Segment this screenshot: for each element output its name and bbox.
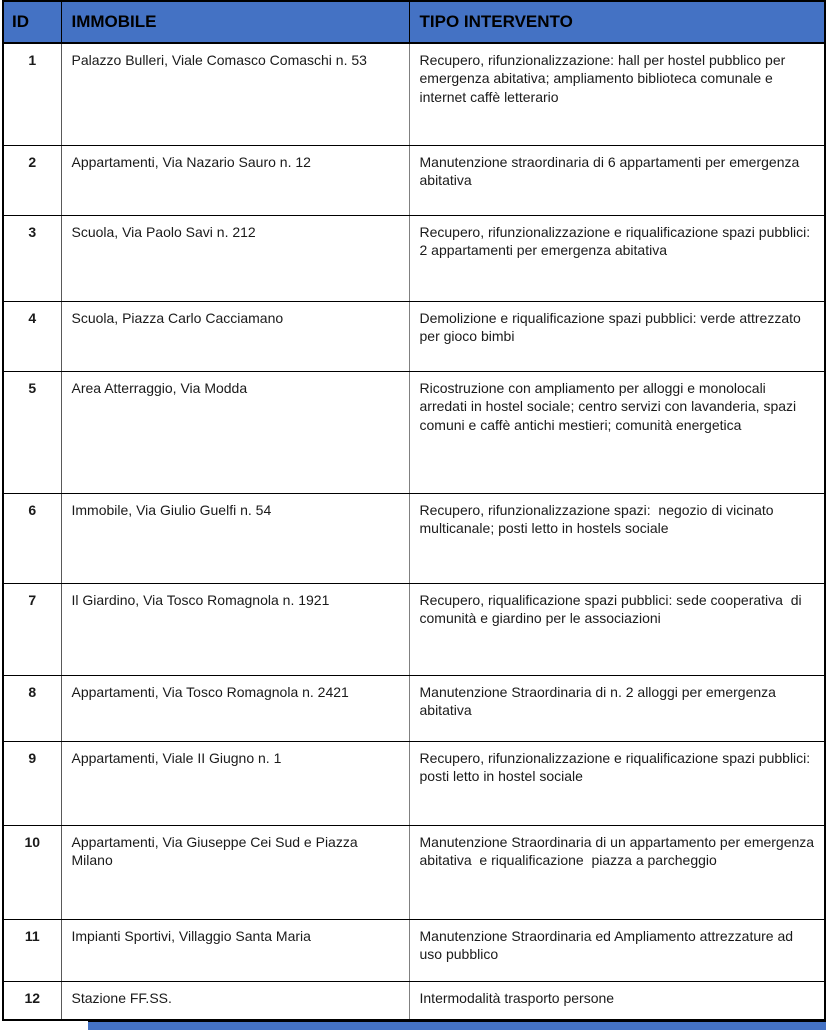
- immobile-cell: Appartamenti, Via Giuseppe Cei Sud e Piazza Milano: [61, 826, 409, 920]
- table-row: [3, 302, 825, 372]
- id-cell: 11: [3, 920, 61, 982]
- table-row: [3, 676, 825, 742]
- tipo-cell: Manutenzione straordinaria di 6 appartamenti per emergenza abitativa: [409, 146, 825, 216]
- id-cell: 10: [3, 826, 61, 920]
- id-cell: 12: [3, 982, 61, 1021]
- tipo-cell: Recupero, rifunzionalizzazione e riqualificazione spazi pubblici: posti letto in hostel sociale: [409, 742, 825, 826]
- page-bottom-area: [0, 1021, 826, 1030]
- header-row: [3, 1, 825, 43]
- id-cell: 3: [3, 216, 61, 302]
- tipo-cell: Manutenzione Straordinaria di n. 2 alloggi per emergenza abitativa: [409, 676, 825, 742]
- immobile-cell: Impianti Sportivi, Villaggio Santa Maria: [61, 920, 409, 982]
- immobile-cell: Area Atterraggio, Via Modda: [61, 372, 409, 494]
- id-cell: 5: [3, 372, 61, 494]
- table-row: [3, 982, 825, 1021]
- id-cell: 2: [3, 146, 61, 216]
- table-row: [3, 826, 825, 920]
- immobile-cell: Stazione FF.SS.: [61, 982, 409, 1021]
- next-page-header-sliver: [88, 1021, 826, 1030]
- header-cell-id: ID: [3, 1, 61, 43]
- header-cell-tipo-intervento: TIPO INTERVENTO: [409, 1, 825, 43]
- table-row: [3, 742, 825, 826]
- table-row: [3, 146, 825, 216]
- table-body: [3, 43, 825, 1020]
- immobile-cell: Appartamenti, Viale II Giugno n. 1: [61, 742, 409, 826]
- tipo-cell: Intermodalità trasporto persone: [409, 982, 825, 1021]
- intervention-table: [2, 0, 826, 1021]
- immobile-cell: Appartamenti, Via Tosco Romagnola n. 2421: [61, 676, 409, 742]
- tipo-cell: Recupero, riqualificazione spazi pubblici: sede cooperativa di comunità e giardino per le associazioni: [409, 584, 825, 676]
- immobile-cell: Palazzo Bulleri, Viale Comasco Comaschi n. 53: [61, 43, 409, 146]
- tipo-cell: Recupero, rifunzionalizzazione spazi: negozio di vicinato multicanale; posti letto in hostels sociale: [409, 494, 825, 584]
- table-row: [3, 920, 825, 982]
- immobile-cell: Appartamenti, Via Nazario Sauro n. 12: [61, 146, 409, 216]
- table-row: [3, 216, 825, 302]
- table-header: [3, 1, 825, 43]
- id-cell: 7: [3, 584, 61, 676]
- immobile-cell: Scuola, Piazza Carlo Cacciamano: [61, 302, 409, 372]
- id-cell: 6: [3, 494, 61, 584]
- header-cell-immobile: IMMOBILE: [61, 1, 409, 43]
- tipo-cell: Recupero, rifunzionalizzazione: hall per hostel pubblico per emergenza abitativa; ampliamento biblioteca comunale e internet caffè letterario: [409, 43, 825, 146]
- immobile-cell: Immobile, Via Giulio Guelfi n. 54: [61, 494, 409, 584]
- table-row: [3, 43, 825, 146]
- tipo-cell: Recupero, rifunzionalizzazione e riqualificazione spazi pubblici: 2 appartamenti per emergenza abitativa: [409, 216, 825, 302]
- immobile-cell: Il Giardino, Via Tosco Romagnola n. 1921: [61, 584, 409, 676]
- table-row: [3, 372, 825, 494]
- tipo-cell: Ricostruzione con ampliamento per alloggi e monolocali arredati in hostel sociale; centro servizi con lavanderia, spazi comuni e caffè antichi mestieri; comunità energetica: [409, 372, 825, 494]
- tipo-cell: Demolizione e riqualificazione spazi pubblici: verde attrezzato per gioco bimbi: [409, 302, 825, 372]
- immobile-cell: Scuola, Via Paolo Savi n. 212: [61, 216, 409, 302]
- table-row: [3, 494, 825, 584]
- tipo-cell: Manutenzione Straordinaria ed Ampliamento attrezzature ad uso pubblico: [409, 920, 825, 982]
- table-row: [3, 584, 825, 676]
- id-cell: 9: [3, 742, 61, 826]
- id-cell: 4: [3, 302, 61, 372]
- tipo-cell: Manutenzione Straordinaria di un appartamento per emergenza abitativa e riqualificazione piazza a parcheggio: [409, 826, 825, 920]
- id-cell: 1: [3, 43, 61, 146]
- id-cell: 8: [3, 676, 61, 742]
